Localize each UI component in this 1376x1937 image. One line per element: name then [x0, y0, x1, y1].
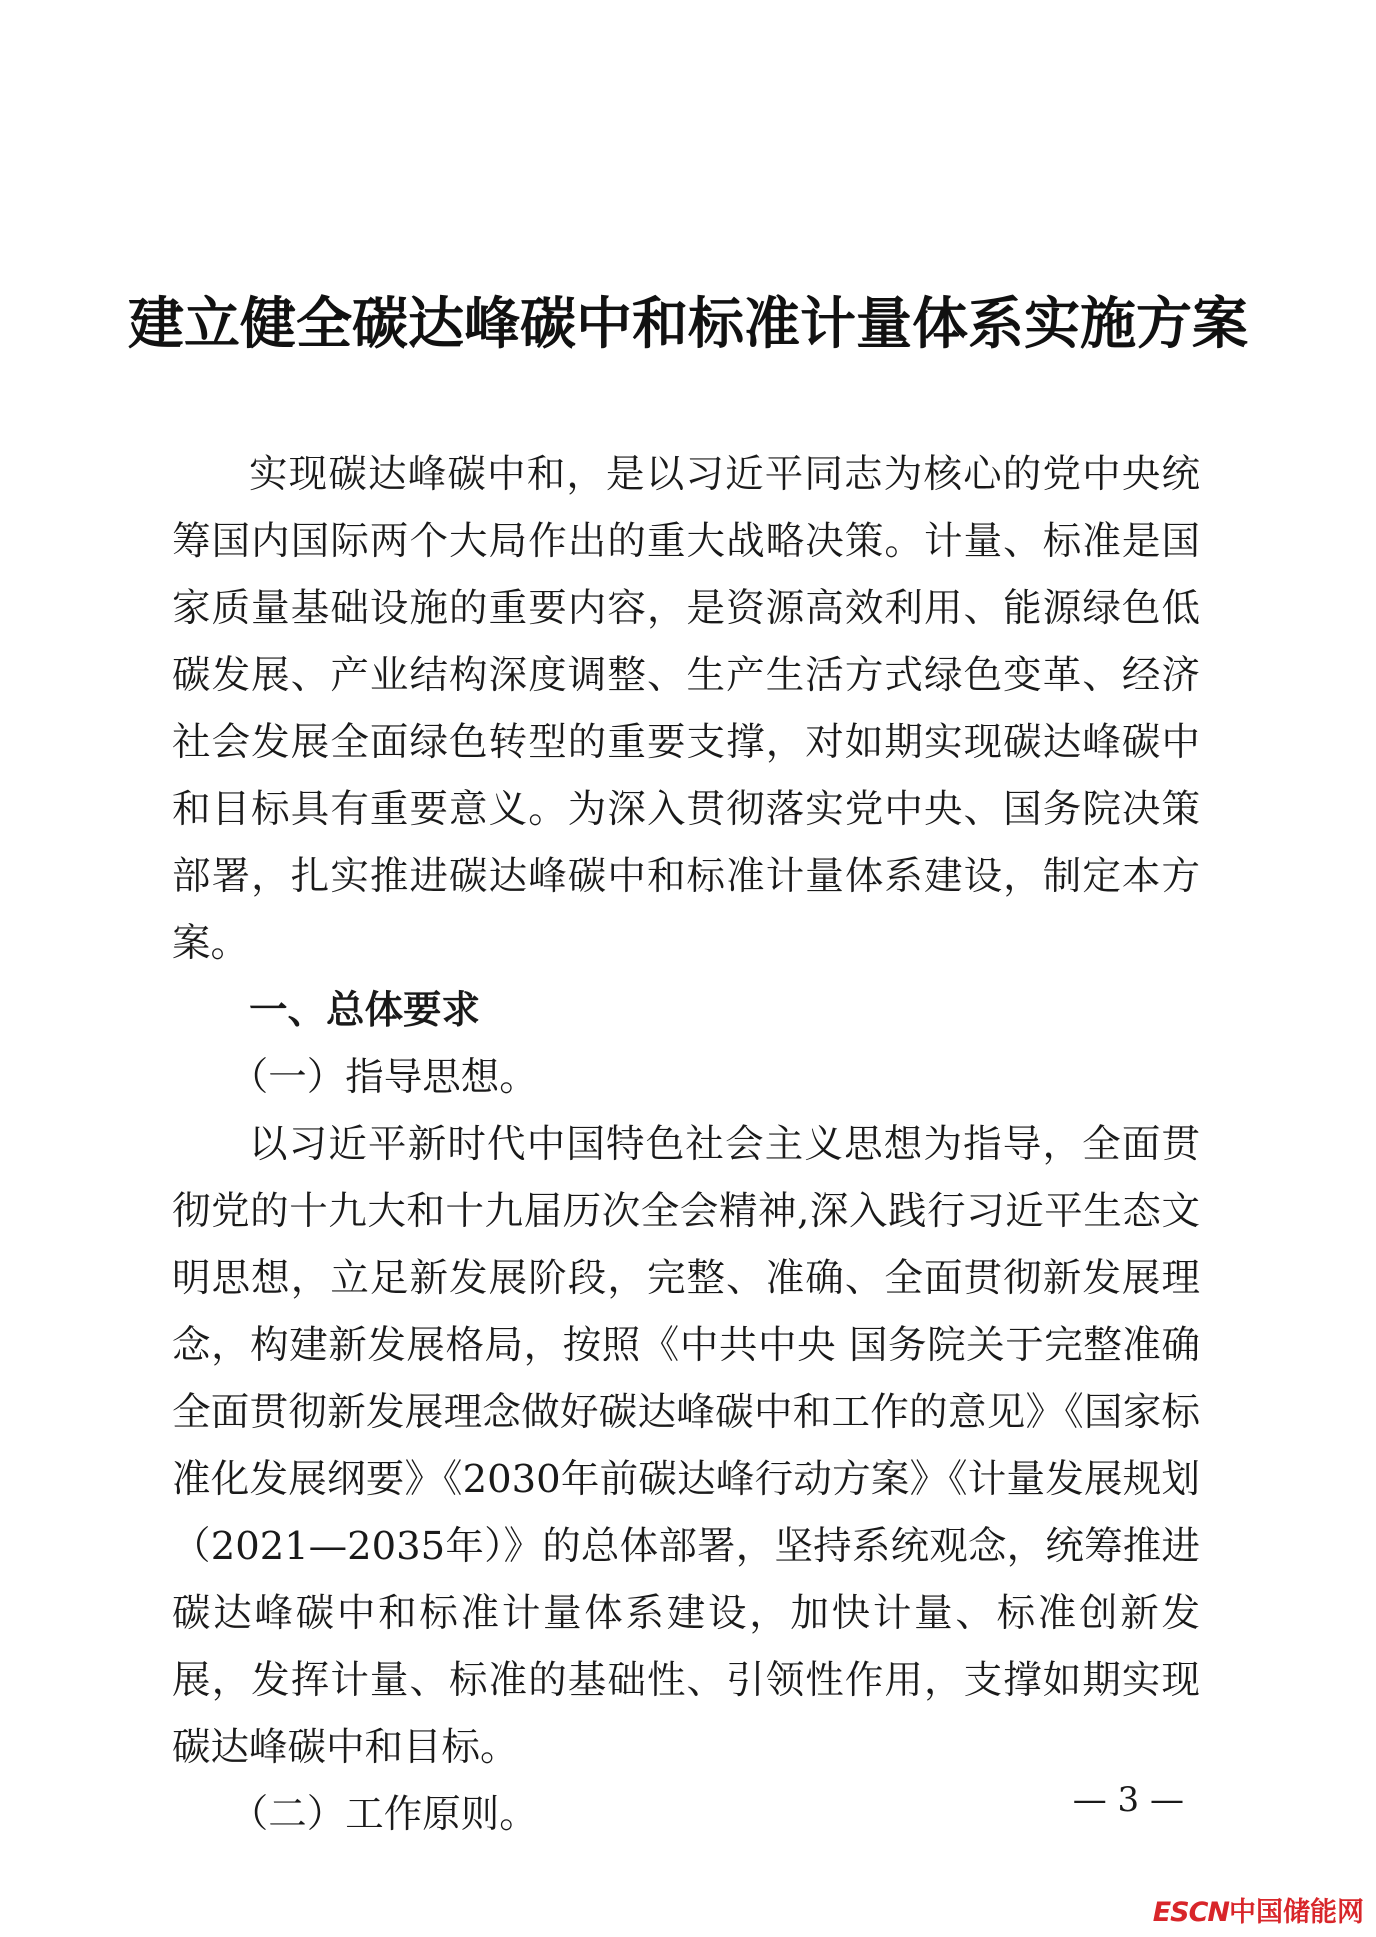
site-watermark — [1153, 1895, 1364, 1931]
document-body — [172, 441, 1200, 1848]
intro-paragraph: 实现碳达峰碳中和，是以习近平同志为核心的党中央统筹国内国际两个大局作出的重大战略决策。计量、标准是国家质量基础设施的重要内容，是资源高效利用、能源绿色低碳发展、产业结构深度调整、生产生活方式绿色变革、经济社会发展全面绿色转型的重要支撑，对如期实现碳达峰碳中和目标具有重要意义。为深入贯彻落实党中央、国务院决策部署，扎实推进碳达峰碳中和标准计量体系建设，制定本方案。 — [172, 452, 1200, 966]
subsection-heading-working-principles: （二）工作原则。 — [229, 1792, 538, 1837]
watermark-site-name: 中国储能网 — [1229, 1897, 1364, 1928]
page-number: — 3 — — [1072, 1780, 1184, 1820]
guiding-ideology-paragraph: 以习近平新时代中国特色社会主义思想为指导，全面贯彻党的十九大和十九届历次全会精神,深入践行习近平生态文明思想，立足新发展阶段，完整、准确、全面贯彻新发展理念，构建新发展格局，按照《中共中央 国务院关于完整准确全面贯彻新发展理念做好碳达峰碳中和工作的意见》《国家标准化发展纲要》《2030年前碳达峰行动方案》《计量发展规划（2021—2035年）》的总体部署，坚持系统观念，统筹推进碳达峰碳中和标准计量体系建设，加快计量、标准创新发展，发挥计量、标准的基础性、引领性作用，支撑如期实现碳达峰碳中和目标。 — [172, 1122, 1200, 1770]
subsection-heading-guiding-ideology: （一）指导思想。 — [229, 1055, 538, 1100]
section-heading-overall-requirements: 一、总体要求 — [249, 988, 481, 1033]
document-title: 建立健全碳达峰碳中和标准计量体系实施方案 — [128, 291, 1248, 357]
watermark-logo-escn: ESCN — [1152, 1897, 1229, 1928]
